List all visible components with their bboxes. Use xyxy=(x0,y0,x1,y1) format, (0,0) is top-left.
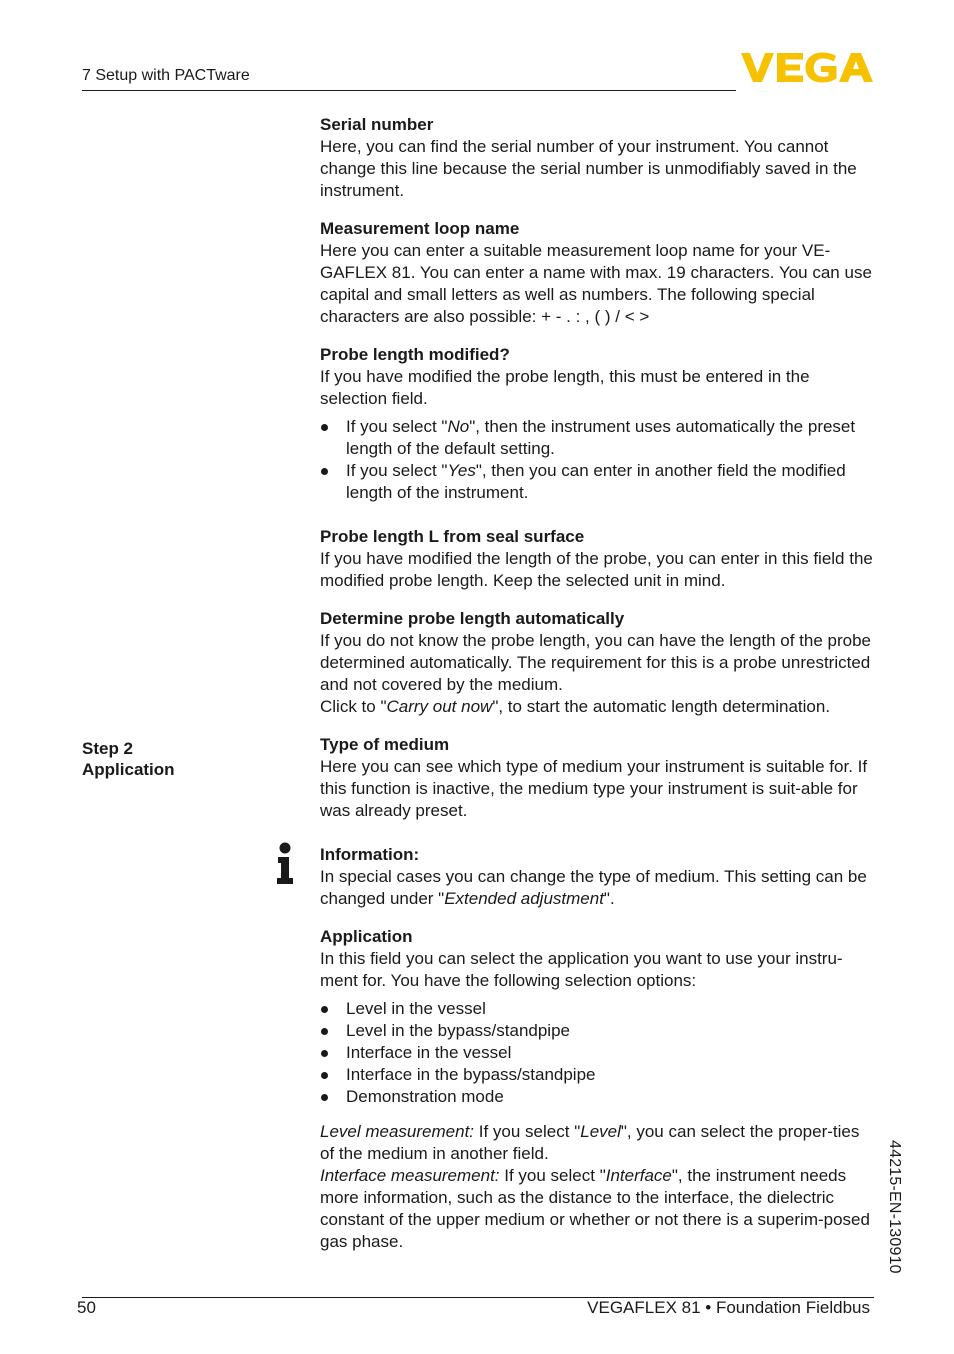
header-rule xyxy=(82,90,736,91)
list-item xyxy=(320,416,876,460)
emphasis: Carry out now xyxy=(386,697,493,716)
list-item: Interface in the bypass/standpipe xyxy=(320,1064,876,1086)
text-run: If you select " xyxy=(346,417,448,436)
text-run: ", then the instrument uses automatically the preset length of the default setting. xyxy=(346,417,856,458)
text-run: In special cases you can change the type of medium. This setting can be changed under " xyxy=(320,867,867,908)
information-icon xyxy=(276,842,294,885)
section-text: In this field you can select the application you want to use your instru-ment for. You have the following selection options: xyxy=(320,949,843,990)
section-probe-length-seal xyxy=(320,526,876,592)
emphasis: No xyxy=(447,417,470,436)
list-item: Level in the bypass/standpipe xyxy=(320,1020,876,1042)
text-run: If you select " xyxy=(474,1122,581,1141)
emphasis: Interface measurement: xyxy=(320,1166,500,1185)
section-serial-number xyxy=(320,114,876,202)
section-title: Information: xyxy=(320,845,420,864)
section-text: If you have modified the length of the probe, you can enter in this field the modified probe length. Keep the selected unit in mind. xyxy=(320,549,873,590)
section-information xyxy=(320,844,876,910)
text-run: If you select " xyxy=(499,1166,606,1185)
text-run: ", then you can enter in another field the modified length of the instrument. xyxy=(346,461,846,502)
list-item xyxy=(320,460,876,504)
emphasis: Yes xyxy=(447,461,476,480)
page-number: 50 xyxy=(77,1298,96,1317)
section-text: If you have modified the probe length, this must be entered in the selection field. xyxy=(320,367,810,408)
section-probe-length-modified xyxy=(320,344,876,504)
section-determine-probe-length xyxy=(320,608,876,718)
header-section-title: 7 Setup with PACTware xyxy=(82,67,250,84)
interface-measurement-text xyxy=(320,1165,876,1253)
list-item: Level in the vessel xyxy=(320,998,876,1020)
emphasis: Level measurement: xyxy=(320,1122,475,1141)
sidebar-label: Application xyxy=(82,760,175,779)
text-run: If you select " xyxy=(346,461,448,480)
section-text xyxy=(320,866,876,910)
vega-logo xyxy=(741,51,873,84)
sidebar-step: Step 2 xyxy=(82,739,134,758)
section-text: Here you can enter a suitable measurement loop name for your VE-GAFLEX 81. You can enter a name with max. 19 characters. You can use capital and small letters as well as numbers. The following special characters are also possible: + - . : , ( ) / < > xyxy=(320,241,872,326)
bullet-list xyxy=(320,416,876,504)
list-item: Interface in the vessel xyxy=(320,1042,876,1064)
text-run: ", you can select the proper-ties of the medium in another field. xyxy=(320,1122,860,1163)
level-measurement-text xyxy=(320,1121,876,1165)
section-title: Application xyxy=(320,927,413,946)
section-text: Here, you can find the serial number of your instrument. You cannot change this line because the serial number is unmodifiably saved in the instrument. xyxy=(320,137,857,200)
emphasis: Level xyxy=(580,1122,621,1141)
option-list xyxy=(320,998,876,1108)
list-item: Demonstration mode xyxy=(320,1086,876,1108)
main-content xyxy=(320,114,876,1269)
sidebar-step-label xyxy=(82,738,175,780)
carry-out-text xyxy=(320,696,876,718)
text-run: ", the instrument needs more information, such as the distance to the interface, the dielectric constant of the upper medium or whether or not there is a superim-posed gas phase. xyxy=(320,1166,870,1251)
section-type-of-medium xyxy=(320,734,876,822)
text-run: Click to " xyxy=(320,697,387,716)
text-run: ". xyxy=(603,889,615,908)
section-title: Serial number xyxy=(320,115,434,134)
section-measurement-loop-name xyxy=(320,218,876,328)
footer-title: VEGAFLEX 81 • Foundation Fieldbus xyxy=(587,1298,870,1317)
document-id: 44215-EN-130910 xyxy=(886,1140,903,1274)
emphasis: Interface xyxy=(605,1166,672,1185)
section-title: Probe length L from seal surface xyxy=(320,527,585,546)
section-application xyxy=(320,926,876,1253)
section-text: If you do not know the probe length, you can have the length of the probe determined automatically. The requirement for this is a probe unrestricted and not covered by the medium. xyxy=(320,631,872,694)
emphasis: Extended adjustment xyxy=(444,889,604,908)
section-title: Type of medium xyxy=(320,735,450,754)
section-text: Here you can see which type of medium your instrument is suitable for. If this function is inactive, the medium type your instrument is suit-able for was already preset. xyxy=(320,757,868,820)
text-run: ", to start the automatic length determination. xyxy=(492,697,831,716)
section-title: Probe length modified? xyxy=(320,345,510,364)
section-title: Determine probe length automatically xyxy=(320,609,625,628)
section-title: Measurement loop name xyxy=(320,219,520,238)
